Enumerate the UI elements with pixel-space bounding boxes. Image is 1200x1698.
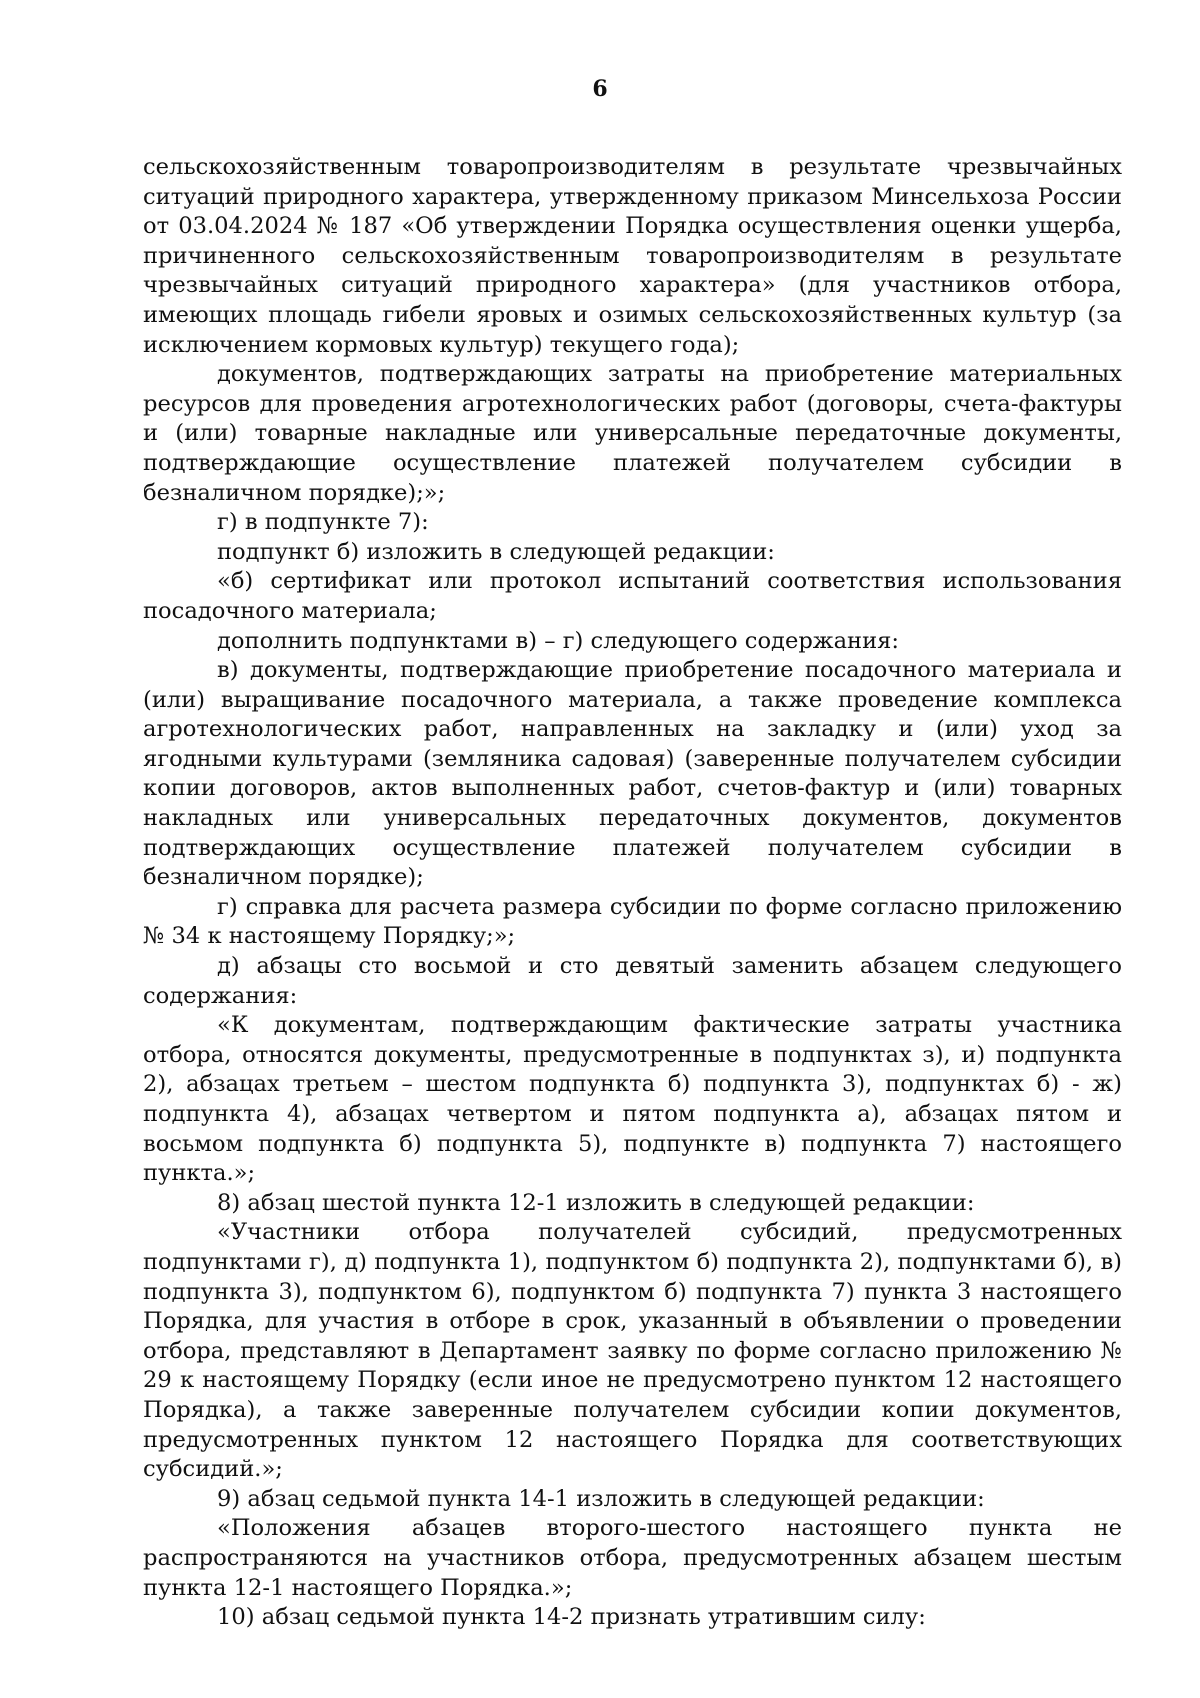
paragraph-12: «Участники отбора получателей субсидий, предусмотренных подпунктами г), д) подпункта 1), подпунктом б) подпункта 2), подпунктами б), в) подпункта 3), подпунктом 6), подпунктом б) подпункта 7) пункта 3 настоящего Порядка, для участия в отборе в срок, указанный в объявлении о проведении отбора, представляют в Департамент заявку по форме согласно приложению № 29 к настоящему Порядку (если иное не предусмотрено пунктом 12 настоящего Порядка), а также заверенные получателем субсидии копии документов, предусмотренных пунктом 12 настоящего Порядка для соответствующих субсидий.»; <box>143 1219 1122 1483</box>
paragraph-4: подпункт б) изложить в следующей редакции: <box>217 538 775 565</box>
document-body <box>143 153 1122 1633</box>
paragraph-3: г) в подпункте 7): <box>217 509 429 536</box>
paragraph-15: 10) абзац седьмой пункта 14-2 признать утратившим силу: <box>217 1604 926 1631</box>
paragraph-9: д) абзацы сто восьмой и сто девятый заменить абзацем следующего содержания: <box>143 953 1122 1009</box>
paragraph-1: сельскохозяйственным товаропроизводителям в результате чрезвычайных ситуаций природного характера, утвержденному приказом Минсельхоза России от 03.04.2024 № 187 «Об утверждении Порядка осуществления оценки ущерба, причиненного сельскохозяйственным товаропроизводителям в результате чрезвычайных ситуаций природного характера» (для участников отбора, имеющих площадь гибели яровых и озимых сельскохозяйственных культур (за исключением кормовых культур) текущего года); <box>143 154 1122 358</box>
paragraph-14: «Положения абзацев второго-шестого настоящего пункта не распространяются на участников отбора, предусмотренных абзацем шестым пункта 12-1 настоящего Порядка.»; <box>143 1515 1122 1601</box>
paragraph-10: «К документам, подтверждающим фактические затраты участника отбора, относятся документы, предусмотренные в подпунктах з), и) подпункта 2), абзацах третьем – шестом подпункта б) подпункта 3), подпунктах б) - ж) подпункта 4), абзацах четвертом и пятом подпункта а), абзацах пятом и восьмом подпункта б) подпункта 5), подпункте в) подпункта 7) настоящего пункта.»; <box>143 1012 1122 1187</box>
paragraph-13: 9) абзац седьмой пункта 14-1 изложить в следующей редакции: <box>217 1485 985 1512</box>
paragraph-6: дополнить подпунктами в) – г) следующего содержания: <box>217 627 900 654</box>
paragraph-8: г) справка для расчета размера субсидии по форме согласно приложению № 34 к настоящему Порядку;»; <box>143 893 1122 950</box>
paragraph-11: 8) абзац шестой пункта 12-1 изложить в следующей редакции: <box>217 1189 975 1216</box>
paragraph-7: в) документы, подтверждающие приобретение посадочного материала и (или) выращивание посадочного материала, а также проведение комплекса агротехнологических работ, направленных на закладку и (или) уход за ягодными культурами (земляника садовая) (заверенные получателем субсидии копии договоров, актов выполненных работ, счетов-фактур и (или) товарных накладных или универсальных передаточных документов, документов подтверждающих осуществление платежей получателем субсидии в безналичном порядке); <box>143 657 1122 891</box>
paragraph-5: «б) сертификат или протокол испытаний соответствия использования посадочного материала; <box>143 568 1122 624</box>
paragraph-2: документов, подтверждающих затраты на приобретение материальных ресурсов для проведения агротехнологических работ (договоры, счета-фактуры и (или) товарные накладные или универсальные передаточные документы, подтверждающие осуществление платежей получателем субсидии в безналичном порядке);»; <box>143 361 1122 506</box>
page-number: 6 <box>592 76 608 102</box>
